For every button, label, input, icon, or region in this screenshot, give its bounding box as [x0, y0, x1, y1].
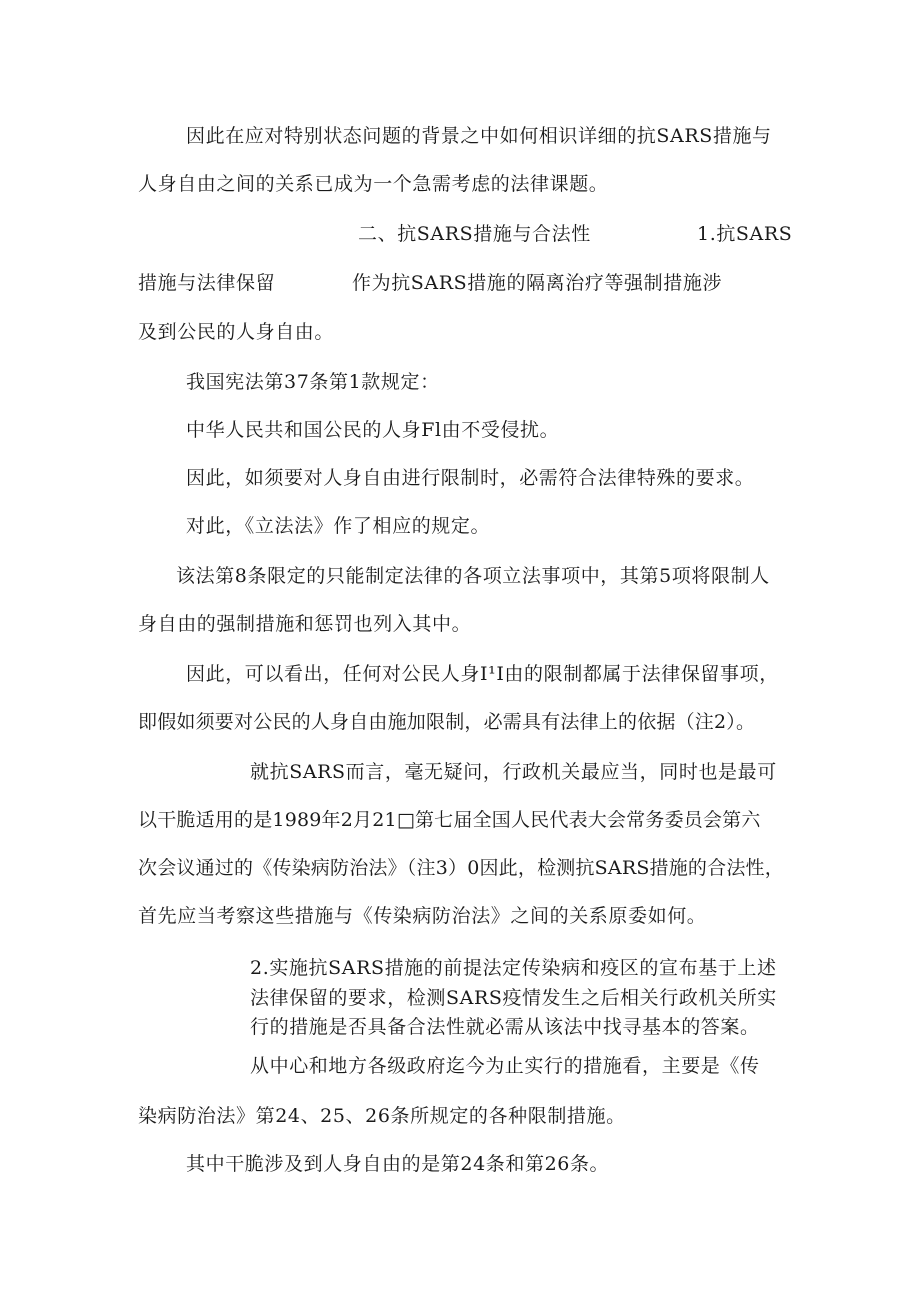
paragraph-line: 其中干脆涉及到人身自由的是第24条和第26条。 — [186, 1153, 610, 1175]
paragraph-line: 就抗SARS而言，毫无疑问，行政机关最应当，同时也是最可 — [250, 761, 777, 783]
paragraph-line: 行的措施是否具备合法性就必需从该法中找寻基本的答案。 — [250, 1016, 760, 1038]
subsection-heading: 1.抗SARS — [697, 223, 793, 245]
paragraph-line: 从中心和地方各级政府迄今为止实行的措施看，主要是《传 — [250, 1055, 760, 1077]
paragraph-line: 次会议通过的《传染病防治法》（注3）0因此，检测抗SARS措施的合法性， — [138, 857, 784, 879]
paragraph-line: 及到公民的人身自由。 — [138, 321, 335, 343]
paragraph-line: 中华人民共和国公民的人身Fl由不受侵扰。 — [186, 419, 560, 441]
paragraph-line: 即假如须要对公民的人身自由施加限制，必需具有法律上的依据（注2）。 — [138, 711, 756, 733]
subsection-heading: 措施与法律保留 — [138, 272, 276, 294]
paragraph-line: 首先应当考察这些措施与《传染病防治法》之间的关系原委如何。 — [138, 905, 707, 927]
subsection-heading: 2.实施抗SARS措施的前提法定传染病和疫区的宣布基于上述 — [250, 957, 777, 979]
paragraph-line: 以干脆适用的是1989年2月21□第七届全国人民代表大会常务委员会第六 — [138, 809, 761, 831]
paragraph-line: 因此，可以看出，任何对公民人身I¹I由的限制都属于法律保留事项， — [186, 663, 779, 685]
paragraph-line: 因此在应对特别状态问题的背景之中如何相识详细的抗SARS措施与 — [186, 125, 772, 147]
section-heading: 二、抗SARS措施与合法性 — [358, 223, 591, 245]
paragraph-line: 身自由的强制措施和惩罚也列入其中。 — [138, 613, 472, 635]
paragraph-line: 对此，《立法法》作了相应的规定。 — [186, 515, 491, 537]
paragraph-line: 我国宪法第37条第1款规定： — [186, 371, 440, 393]
paragraph-line: 人身自由之间的关系已成为一个急需考虑的法律课题。 — [138, 173, 609, 195]
paragraph-line: 该法第8条限定的只能制定法律的各项立法事项中，其第5项将限制人 — [176, 565, 770, 587]
paragraph-line: 作为抗SARS措施的隔离治疗等强制措施涉 — [352, 272, 723, 294]
paragraph-line: 法律保留的要求，检测SARS疫情发生之后相关行政机关所实 — [250, 987, 777, 1009]
paragraph-line: 染病防治法》第24、25、26条所规定的各种限制措施。 — [138, 1105, 626, 1127]
paragraph-line: 因此，如须要对人身自由进行限制时，必需符合法律特殊的要求。 — [186, 467, 755, 489]
